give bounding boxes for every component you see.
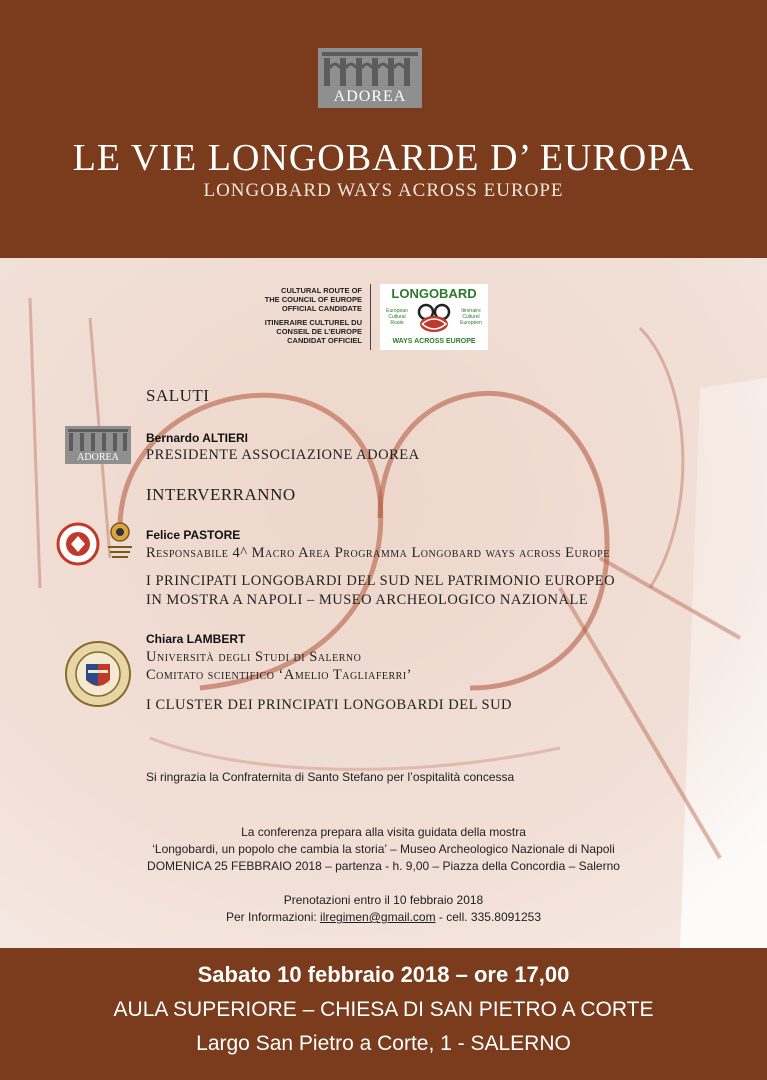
adorea-logo-small-text: ADOREA (77, 452, 119, 463)
route-divider (370, 284, 371, 350)
route-line: CANDIDAT OFFICIEL (287, 336, 362, 346)
speaker1-topic-line2: IN MOSTRA A NAPOLI – MUSEO ARCHEOLOGICO NAZIONALE (146, 592, 589, 608)
event-date-time: Sabato 10 febbraio 2018 – ore 17,00 (197, 962, 570, 987)
university-seal-icon (64, 640, 132, 708)
knot-emblem-icon (416, 302, 452, 336)
speaker2-topic: I CLUSTER DEI PRINCIPATI LONGOBARDI DEL SUD (146, 697, 513, 713)
route-line: CONSEIL DE L’EUROPE (276, 326, 362, 336)
visit-info-line1: La conferenza prepara alla visita guidata della mostra (241, 825, 526, 839)
speaker2-role-line2: Comitato scientifico ‘Amelio Tagliaferri’ (146, 667, 413, 683)
speaker2-name: Chiara LAMBERT (146, 632, 246, 646)
visit-info-line2: ‘Longobardi, un popolo che cambia la storia’ – Museo Archeologico Nazionale di Napoli (152, 842, 615, 856)
route-line: CULTURAL ROUTE OF (281, 286, 362, 295)
contact-phone: - cell. 335.8091253 (435, 910, 541, 924)
route-line: THE COUNCIL OF EUROPE (264, 295, 362, 305)
red-seal-logo-icon (56, 522, 100, 566)
greeting-speaker-name: Bernardo ALTIERI (146, 431, 249, 445)
gruppo-archeologico-logo-icon (104, 520, 136, 568)
page-subtitle: LONGOBARD WAYS ACROSS EUROPE (203, 180, 564, 201)
contact-email-link[interactable]: ilregimen@gmail.com (320, 910, 436, 924)
longobard-logo-left-text: European Cultural Route (386, 308, 408, 326)
adorea-logo (318, 48, 422, 108)
speaker1-role: Responsabile 4^ Macro Area Programma Longobard ways across Europe (146, 545, 610, 561)
longobard-logo-right-text: Itinéraire Culturel Européen (460, 308, 482, 326)
thanks-note: Si ringrazia la Confraternita di Santo Stefano per l’ospitalità concessa (146, 770, 515, 784)
booking-deadline: Prenotazioni entro il 10 febbraio 2018 (283, 893, 484, 907)
longobard-logo-title: LONGOBARD (391, 286, 477, 301)
greeting-speaker-role: PRESIDENTE ASSOCIAZIONE ADOREA (146, 447, 420, 463)
adorea-logo-text: ADOREA (333, 88, 407, 105)
event-venue: AULA SUPERIORE – CHIESA DI SAN PIETRO A CORTE (113, 998, 654, 1021)
event-address: Largo San Pietro a Corte, 1 - SALERNO (196, 1032, 571, 1055)
cultural-route-text (250, 286, 362, 345)
longobard-ways-logo (380, 284, 488, 350)
adorea-logo-small (65, 426, 131, 464)
contact-prefix: Per Informazioni: (225, 910, 321, 924)
aqueduct-icon (318, 48, 422, 88)
route-line: OFFICIAL CANDIDATE (281, 304, 362, 314)
speaker1-topic-line1: I PRINCIPATI LONGOBARDI DEL SUD NEL PATRIMONIO EUROPEO (146, 573, 616, 589)
speaker1-name: Felice PASTORE (146, 528, 241, 542)
speakers-heading: INTERVERRANNO (146, 485, 296, 504)
longobard-logo-footer: WAYS ACROSS EUROPE (392, 338, 476, 345)
greetings-heading: SALUTI (146, 386, 210, 405)
visit-info-line3: DOMENICA 25 FEBBRAIO 2018 – partenza - h. 9,00 – Piazza della Concordia – Salerno (147, 859, 620, 873)
speaker2-role-line1: Università degli Studi di Salerno (146, 649, 362, 665)
contact-info (0, 910, 767, 924)
footer-band (0, 948, 767, 1080)
header-band (0, 0, 767, 258)
aqueduct-icon (65, 426, 131, 452)
route-line: ITINERAIRE CULTUREL DU (264, 317, 362, 327)
page-title: LE VIE LONGOBARDE D’ EUROPA (72, 137, 695, 179)
